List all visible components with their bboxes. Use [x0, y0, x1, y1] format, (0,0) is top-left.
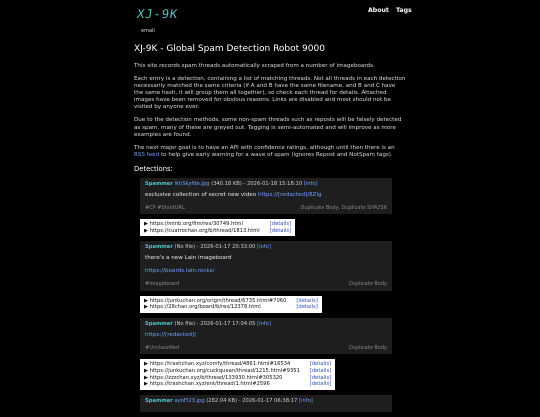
intro-paragraph: This site records spam threads automatically scraped from a number of imageboards.: [134, 62, 375, 69]
details-link[interactable]: [details]: [309, 381, 332, 388]
poster-name: Spammer: [145, 321, 173, 328]
detection-explanation: Each entry is a detection, containing a list of matching threads. Not all threads in each detection necessarily matched the same criteria (if A and B have the same filename, and B and C have the same hash, it will group them all together), so check each thread for details. Attached images have been removed for obvious reasons. Links are disabled and most should not be visited by anyone ever.: [134, 75, 406, 111]
thread-url[interactable]: ▶ https://cuatrochan.org/b/thread/1813.html: [144, 227, 260, 234]
post-body: [145, 255, 387, 275]
details-link[interactable]: [details]: [269, 227, 292, 234]
thread-url[interactable]: ▶ https://trashchan.xyz/ent/thread/1.html#2596: [144, 381, 270, 388]
thread-links: [140, 359, 335, 390]
rss-feed-link[interactable]: RSS feed: [134, 152, 160, 159]
post-header: [145, 181, 387, 188]
post-header: [145, 321, 387, 328]
list-item[interactable]: [144, 375, 331, 382]
list-item[interactable]: [144, 304, 318, 311]
details-link[interactable]: [details]: [296, 304, 318, 311]
top-nav: [368, 7, 417, 15]
poster-name: Spammer: [145, 244, 173, 251]
info-link[interactable]: [info]: [257, 321, 271, 328]
post-body-link[interactable]: https://[redacted]/: [145, 331, 197, 338]
post-tags: #Imageboard: [145, 281, 180, 288]
site-logo[interactable]: XJ-9K: [136, 7, 180, 21]
details-link[interactable]: [details]: [296, 297, 318, 304]
thread-url[interactable]: ▶ https://zzzchan.xyz/b/thread/133930.html#305320: [144, 374, 283, 381]
post-header: [145, 398, 387, 405]
details-link[interactable]: [details]: [269, 221, 292, 228]
post-footer: [145, 281, 387, 287]
detection-post: [140, 178, 392, 214]
post-body-link[interactable]: https://[redacted]/8Zlg: [257, 191, 322, 198]
post-footer: [145, 205, 387, 211]
thread-url[interactable]: ▶ https://trashchan.xyz/comfy/thread/4861.html#16534: [144, 361, 291, 368]
thread-links: [140, 219, 295, 236]
detections-heading: Detections:: [134, 165, 173, 174]
page-title: XJ-9K - Global Spam Detection Robot 9000: [134, 44, 325, 54]
thread-links: [140, 296, 322, 313]
nav-about-link[interactable]: About: [368, 7, 389, 14]
list-item[interactable]: [144, 298, 318, 305]
file-name[interactable]: lkhSkyfde.jpg: [174, 180, 210, 187]
post-tags: #Unclassified: [145, 344, 180, 351]
thread-url[interactable]: ▶ https://28chan.org/board/b/res/12378.html: [144, 304, 261, 311]
main-content: [134, 44, 406, 417]
nav-tags-link[interactable]: Tags: [396, 7, 412, 14]
post-body-link[interactable]: https://boards.lain.rocks/: [145, 268, 215, 275]
false-positive-note: Due to the detection methods, some non-spam threads such as reposts will be falsely detected as spam, many of these are greyed out. Tagging is semi-automated and will improve as more examples are found.: [134, 117, 402, 138]
detection-post: [140, 395, 392, 412]
post-meta: (No file) - 2026-01-17 20:33:00: [174, 244, 256, 251]
list-item[interactable]: [144, 361, 331, 368]
post-header: [145, 244, 387, 251]
post-criteria: Duplicate Body: [348, 344, 387, 351]
details-link[interactable]: [details]: [309, 374, 332, 381]
post-body: [145, 192, 387, 199]
post-criteria: Duplicate Body, Duplicate SHA256: [300, 204, 387, 211]
details-link[interactable]: [details]: [309, 361, 332, 368]
list-item[interactable]: [144, 368, 331, 375]
info-link[interactable]: [info]: [257, 244, 271, 251]
list-item[interactable]: [144, 228, 291, 235]
info-link[interactable]: [info]: [303, 180, 318, 187]
info-link[interactable]: [info]: [299, 397, 313, 404]
email-link[interactable]: email: [141, 28, 155, 34]
rss-text-post: to help give early warning for a wave of spam (ignores Repost and NotSpam tags).: [160, 152, 393, 159]
post-text: exclusive collection of secret new video: [145, 191, 257, 198]
thread-url[interactable]: ▶ https://junkuchan.org/cuckquean/thread/1215.html#9351: [144, 367, 300, 374]
details-link[interactable]: [details]: [309, 367, 332, 374]
post-meta: (No file) - 2026-01-17 17:04:05: [174, 321, 256, 328]
detection-post: [140, 241, 392, 290]
detection-post: [140, 318, 392, 354]
poster-name: Spammer: [145, 397, 173, 404]
rss-paragraph: [134, 145, 406, 159]
thread-url[interactable]: ▶ https://junkuchan.org/origin/thread/6735.html#7060: [144, 297, 287, 304]
rss-text-pre: The next major goal is to have an API with confidence ratings, although until then there is an: [134, 144, 395, 151]
post-footer: [145, 345, 387, 351]
post-meta: (340.18 KB) - 2026-01-18 15:18:10: [211, 180, 303, 187]
list-item[interactable]: [144, 221, 291, 228]
thread-url[interactable]: ▶ https://mlnb.org/fim/res/30749.html: [144, 221, 243, 228]
post-tags: #CP #ShortURL: [145, 204, 185, 211]
poster-name: Spammer: [145, 180, 173, 187]
post-text: there's a new Lain imageboard: [145, 255, 232, 262]
post-criteria: Duplicate Body: [348, 281, 387, 288]
list-item[interactable]: [144, 381, 331, 388]
post-body: [145, 332, 387, 339]
file-name[interactable]: ayoFl23.jpg: [174, 397, 205, 404]
post-meta: (282.04 KB) - 2026-01-17 06:38:17: [206, 397, 298, 404]
